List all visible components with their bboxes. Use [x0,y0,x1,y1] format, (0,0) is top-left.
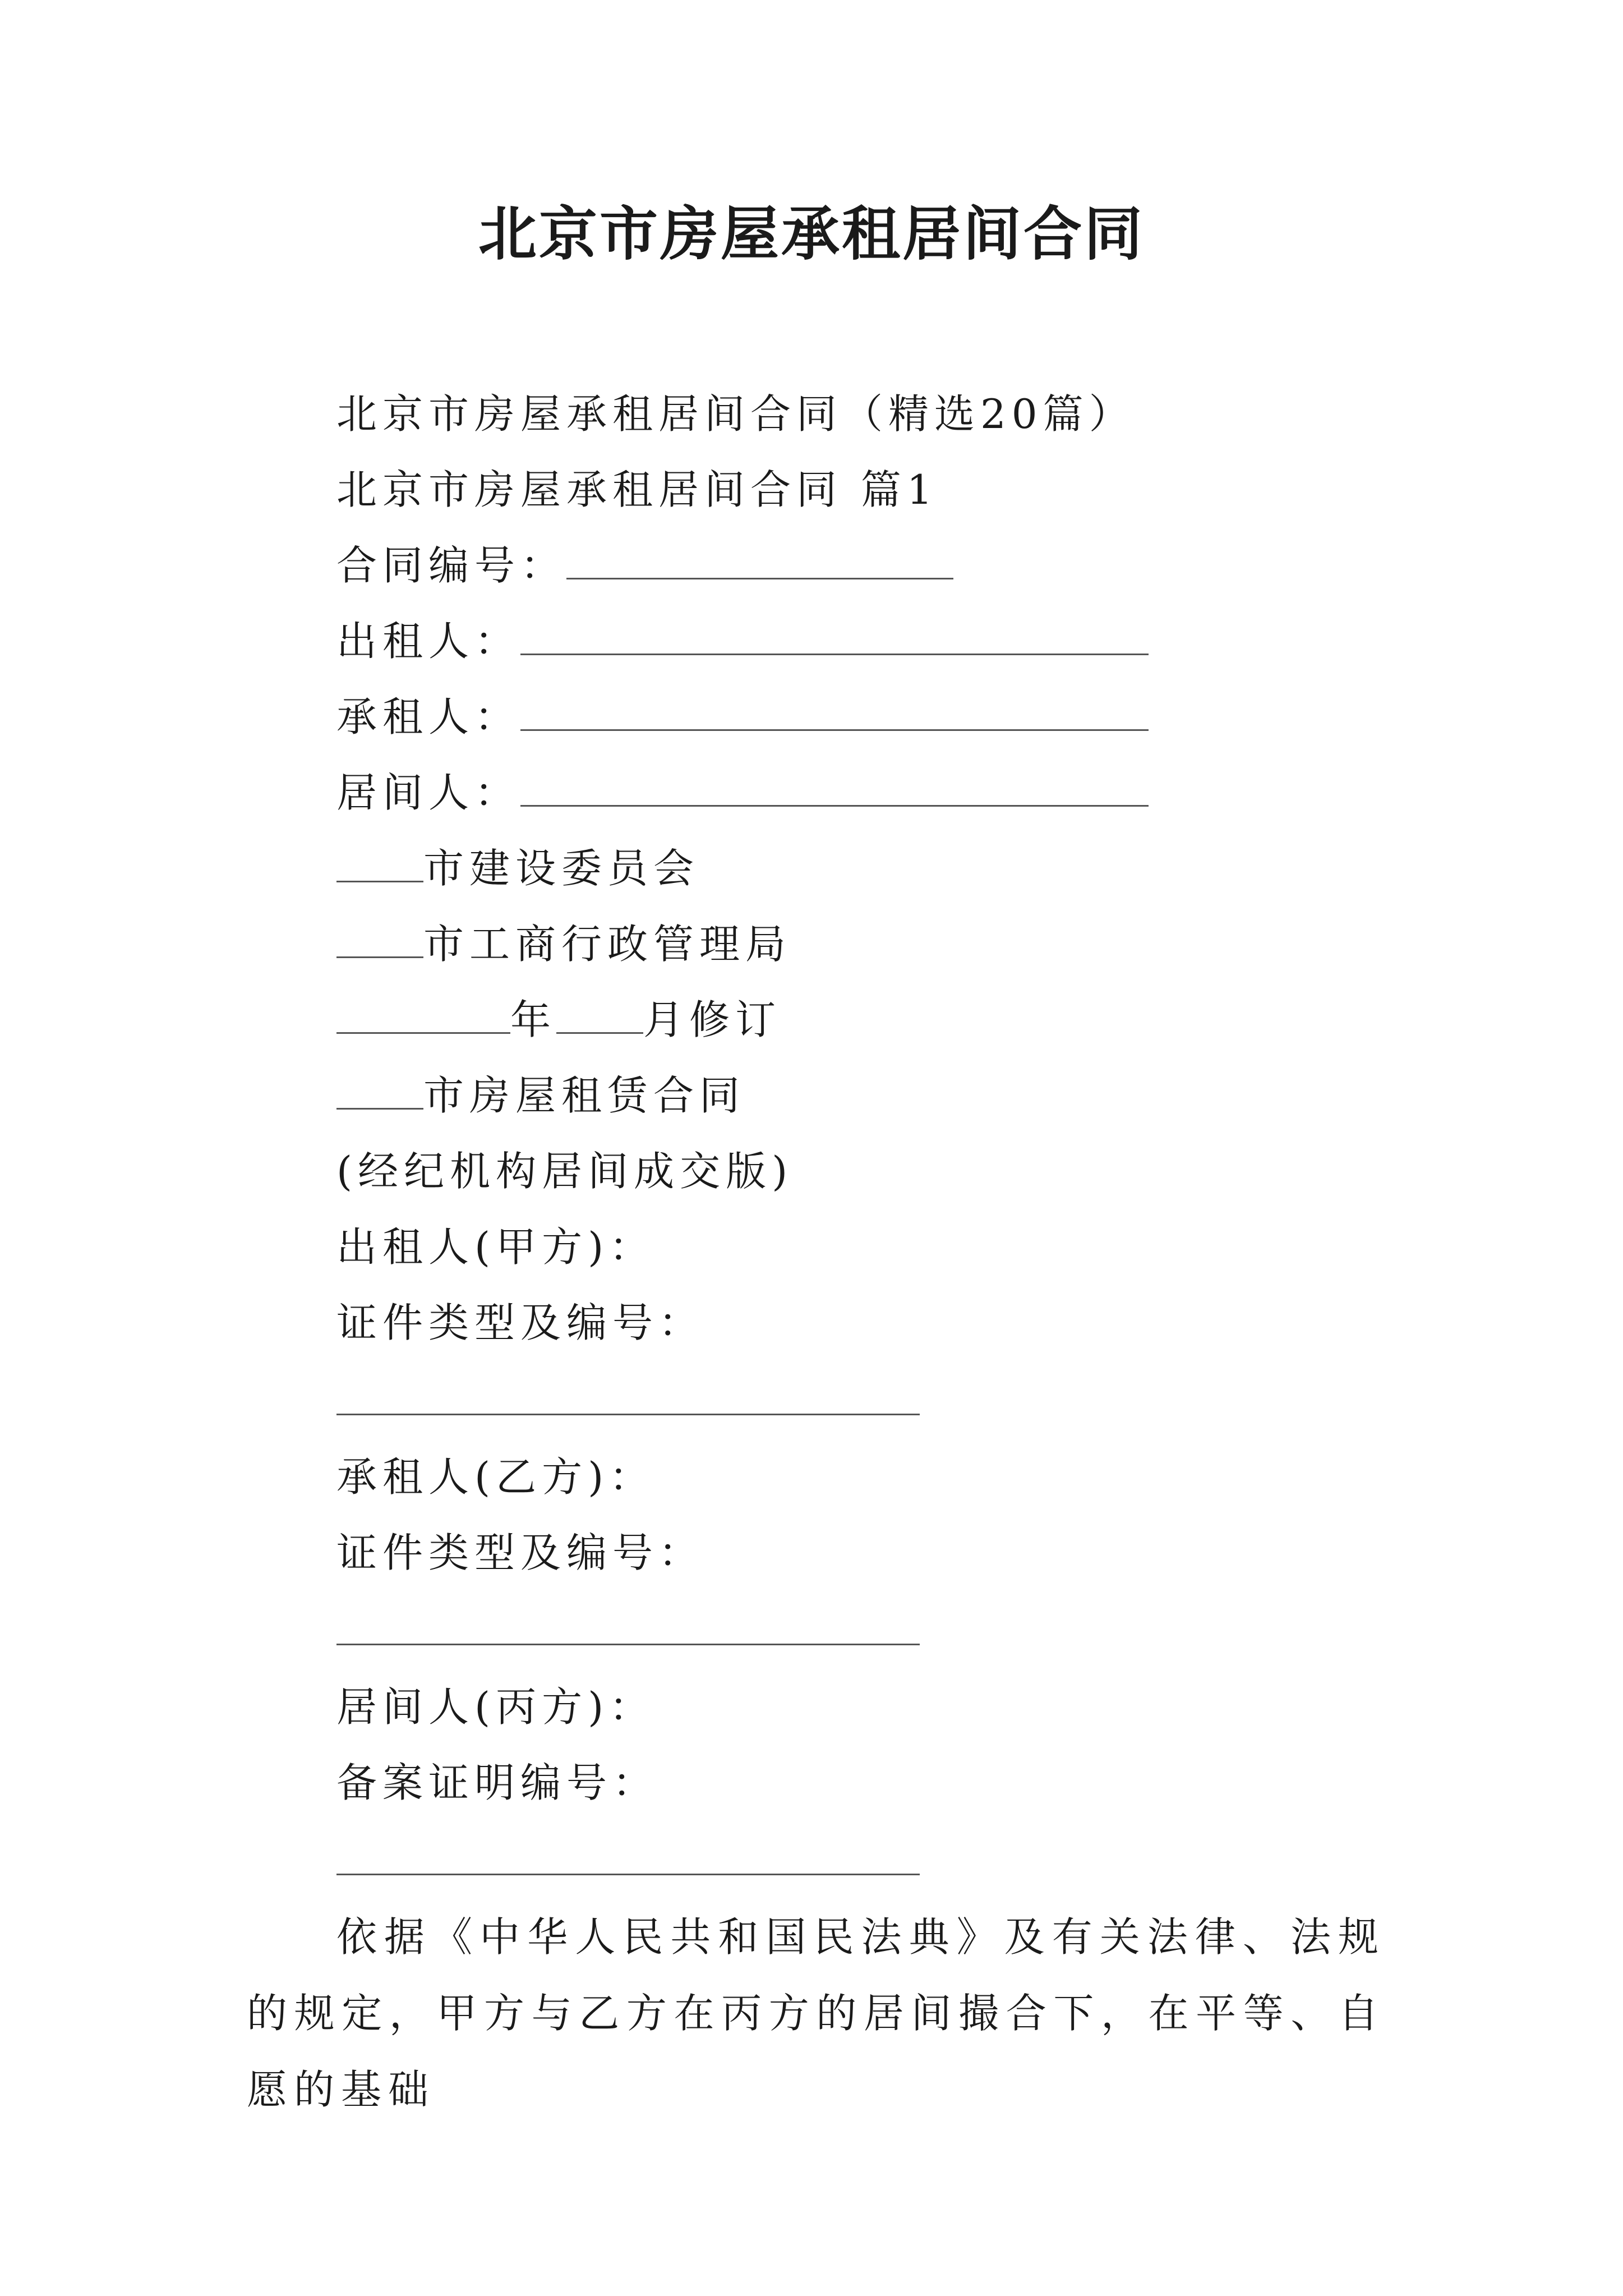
construction-committee-row [336,844,699,892]
contract-no-label: 合同编号： [336,542,567,589]
intermediary-blank[interactable] [520,770,1149,807]
party-c-label: 居间人(丙方)： [336,1683,656,1731]
party-a-label: 出租人(甲方)： [336,1223,656,1271]
section-heading: 北京市房屋承租居间合同 篇1 [336,466,938,513]
commerce-bureau-text: 市工商行政管理局 [423,921,792,968]
party-a-id-blank[interactable] [336,1414,920,1415]
lessee-blank[interactable] [520,694,1149,731]
lessee-label: 承租人： [336,693,521,740]
construction-committee-text: 市建设委员会 [423,845,700,892]
intermediary-row [336,769,1149,817]
filing-cert-blank[interactable] [336,1874,920,1875]
document-title: 北京市房屋承租居间合同 [478,199,1145,268]
lessor-blank[interactable] [520,619,1149,655]
lease-contract-title: 市房屋租赁合同 [423,1072,746,1119]
revision-date-row [336,996,781,1044]
party-a-id-label: 证件类型及编号： [336,1299,705,1346]
lessor-label: 出租人： [336,618,521,665]
contract-no-row [336,541,953,590]
year-blank[interactable] [336,997,510,1034]
city-blank[interactable] [336,846,423,882]
month-blank[interactable] [556,997,643,1034]
contract-no-blank[interactable] [566,543,953,579]
edition-note: (经纪机构居间成交版) [336,1148,794,1195]
lessor-row [336,617,1149,665]
year-suffix: 年 [510,996,557,1043]
lessee-row [336,693,1149,741]
intro-paragraph: 依据《中华人民共和国民法典》及有关法律、法规的规定，甲方与乙方在丙方的居间撮合下，在平等、自愿的基础 [247,1913,1385,2113]
city-blank[interactable] [336,922,423,958]
party-b-id-blank[interactable] [336,1644,920,1645]
lease-contract-row [336,1071,745,1120]
intermediary-label: 居间人： [336,769,521,816]
document-subtitle: 北京市房屋承租居间合同（精选20篇） [336,390,1135,438]
month-suffix: 月修订 [643,996,782,1043]
filing-cert-label: 备案证明编号： [336,1759,659,1806]
commerce-bureau-row [336,920,791,968]
party-b-label: 承租人(乙方)： [336,1453,656,1501]
party-b-id-label: 证件类型及编号： [336,1529,705,1576]
city-blank[interactable] [336,1073,423,1110]
